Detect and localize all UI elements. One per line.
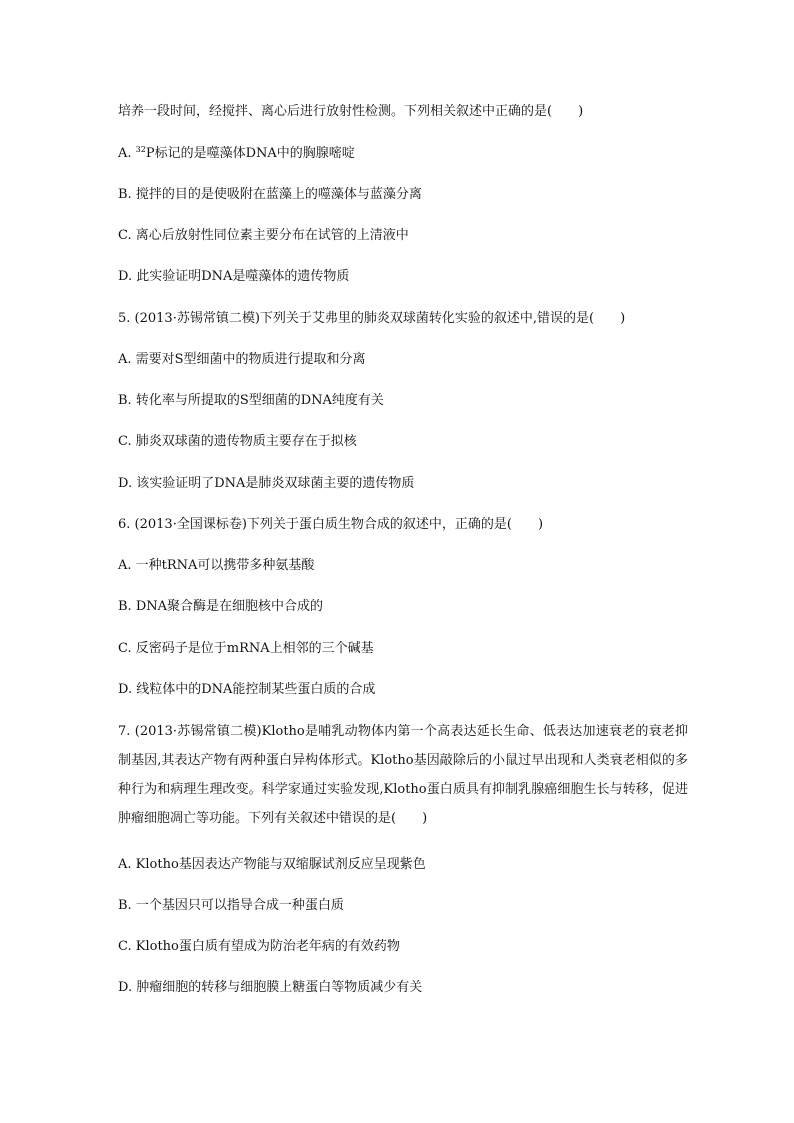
question-6-option-d: D. 线粒体中的DNA能控制某些蛋白质的合成 — [118, 682, 376, 697]
question-5-option-d: D. 该实验证明了DNA是肺炎双球菌主要的遗传物质 — [118, 476, 415, 491]
question-6-stem: 6. (2013·全国课标卷)下列关于蛋白质生物合成的叙述中，正确的是( ) — [118, 517, 544, 532]
question-4-stem-continuation: 培养一段时间，经搅拌、离心后进行放射性检测。下列相关叙述中正确的是( ) — [118, 104, 584, 119]
question-6-option-c: C. 反密码子是位于mRNA上相邻的三个碱基 — [118, 641, 374, 656]
isotope-superscript: 32 — [135, 145, 146, 154]
question-5-stem: 5. (2013·苏锡常镇二模)下列关于艾弗里的肺炎双球菌转化实验的叙述中,错误的是( ) — [118, 311, 626, 326]
question-4-option-d: D. 此实验证明DNA是噬藻体的遗传物质 — [118, 269, 350, 284]
question-5-option-c: C. 肺炎双球菌的遗传物质主要存在于拟核 — [118, 434, 357, 449]
option-label: A. — [118, 146, 136, 161]
question-5-option-b: B. 转化率与所提取的S型细菌的DNA纯度有关 — [118, 393, 384, 408]
option-text: P标记的是噬藻体DNA中的胸腺嘧啶 — [145, 146, 355, 161]
question-6-option-a: A. 一种tRNA可以携带多种氨基酸 — [118, 558, 315, 573]
question-7-option-d: D. 肿瘤细胞的转移与细胞膜上糖蛋白等物质减少有关 — [118, 980, 423, 995]
question-7-stem: 7. (2013·苏锡常镇二模)Klotho是哺乳动物体内第一个高表达延长生命、低表达加速衰老的衰老抑制基因,其表达产物有两种蛋白异构体形式。Klotho基因敲除后的小鼠过早出现和人类衰老相似的多种行为和病理生理改变。科学家通过实验发现,Klotho蛋白质具有抑制乳腺癌细胞生长与转移，促进肿瘤细胞凋亡等功能。下列有关叙述中错误的是( ) — [118, 724, 688, 826]
question-7-option-a: A. Klotho基因表达产物能与双缩脲试剂反应呈现紫色 — [118, 857, 426, 872]
question-6-option-b: B. DNA聚合酶是在细胞核中合成的 — [118, 599, 324, 614]
question-4-option-a — [118, 145, 688, 163]
question-7-option-c: C. Klotho蛋白质有望成为防治老年病的有效药物 — [118, 939, 400, 954]
question-4-option-c: C. 离心后放射性同位素主要分布在试管的上清液中 — [118, 228, 409, 243]
question-4-option-b: B. 搅拌的目的是使吸附在蓝藻上的噬藻体与蓝藻分离 — [118, 187, 422, 202]
question-7-option-b: B. 一个基因只可以指导合成一种蛋白质 — [118, 898, 344, 913]
question-5-option-a: A. 需要对S型细菌中的物质进行提取和分离 — [118, 352, 366, 367]
